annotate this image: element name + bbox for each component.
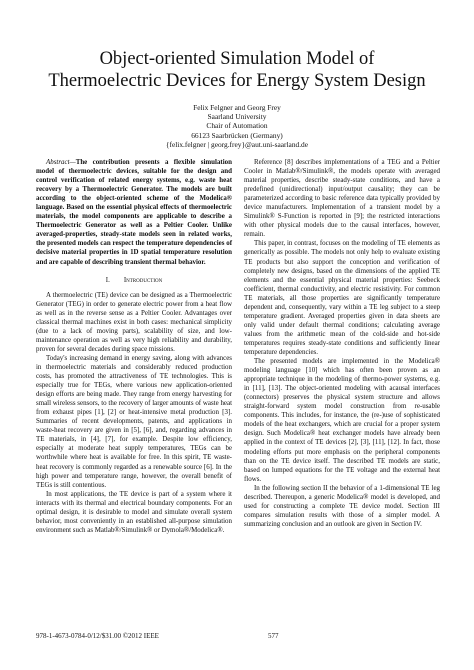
section-title: Introduction (123, 276, 163, 284)
abstract-body: The contribution presents a flexible simulation model of thermoelectric devices, suitable for the design and control verification of related energy systems, e.g. waste heat recovery by a Thermoelectric Generator. The models are built according to the object-oriented scheme of the Modelica® language. Based on the essential physical effects of thermoelectric materials, the model components are applicable to describe a Thermoelectric Generator as well as a Peltier Cooler. Unlike averaged-properties, steady-state models seen in related works, the presented models can respect the temperature dependencies of decisive material properties in 1D spatial temperature resolution and are capable of describing transient thermal behavior. (36, 158, 232, 266)
affiliation-line: 66123 Saarbrücken (Germany) (191, 130, 283, 140)
section-number: I. (105, 276, 110, 284)
section-heading (36, 276, 232, 285)
body-paragraph: Today's increasing demand in energy saving, along with advances in thermoelectric materials and considerably reduced production costs, has promoted the attractiveness of TE technologies. This is especially true for TEGs, where various new application-oriented design efforts are being made. They range from energy harvesting for small wireless sensors, to the recovery of larger amounts of waste heat from exhaust pipes [1], [2] or heat-intensive metal production [3]. Summaries of recent developments, patents, and applications in waste-heat recovery are given in [5], [6], and, regarding advances in TE materials, in [4], [7], for example. Despite low efficiency, especially at moderate heat supply temperatures, TEGs can be worthwhile where heat is available for free. In this spirit, TE waste-heat recovery is commonly regarded as a renewable source [6]. In the high power and temperature range, however, the overall benefit of TEGs is still contentious. (36, 353, 232, 489)
abstract-lead: Abstract— (46, 158, 76, 166)
author-block (0, 103, 474, 149)
body-paragraph: In the following section II the behavior of a 1-dimensional TE leg described. Thereupon, a generic Modelica® model is developed, and used for constructing a complete TE device model. Section III compares simulation results with those of a simpler model. A summarizing conclusion and an outlook are given in Section IV. (244, 483, 440, 528)
body-paragraph: The presented models are implemented in the Modelica® modeling language [10] which has often been proven as an appropriate technique in the modeling of thermo-power systems, e.g. in [11], [13]. The object-oriented modeling with acausal interfaces (connectors) preserves the physical system structure and allows straight-forward system model construction from re-usable components. This includes, for instance, the (re-)use of sophisticated models of the heat exchangers, which are crucial for a proper system design. Such Modelica® heat exchanger models have already been applied in the context of TE devices [2], [3], [11], [12]. In fact, those modeling efforts put more emphasis on the peripheral components than on the TE device itself. The described TE models are static, based on lumped equations for the TE voltage and the external heat flows. (244, 357, 440, 483)
affiliation-line: Chair of Automation (206, 121, 268, 131)
left-column (36, 158, 232, 535)
abstract (36, 158, 232, 267)
author-emails: {felix.felgner | georg.frey}@aut.uni-saarland.de (165, 139, 309, 149)
author-names: Felix Felgner and Georg Frey (193, 103, 281, 112)
paper-title-line-1: Object-oriented Simulation Model of (99, 49, 375, 69)
page-number: 577 (268, 632, 279, 640)
body-paragraph: A thermoelectric (TE) device can be designed as a Thermoelectric Generator (TEG) in order to generate electric power from a heat flow as well as in the reverse sense as a Peltier Cooler. Advantages over classical thermal machines exist in both cases: mechanical simplicity (due to a lack of moving parts), scalability of size, and low-maintenance operation as well as very high reliability and durability, proven for several decades during space missions. (36, 290, 232, 353)
body-paragraph: This paper, in contrast, focuses on the modeling of TE elements as generically as possible. The models not only help to evaluate existing TE products but also support the conception and verification of completely new designs, based on the dimensions of the applied TE elements and the essential physical material properties: Seebeck coefficient, thermal conductivity, and electric resistivity. For common TE materials, all those properties are significantly temperature dependent and, consequently, vary within a TE leg subject to a steep temperature gradient. Averaged properties given in data sheets are only valid under default thermal conditions; calculating average values from the arithmetic mean of the cold-side and hot-side temperatures requires steady-state conditions and sufficiently linear temperature dependencies. (244, 239, 440, 356)
body-paragraph: Reference [8] describes implementations of a TEG and a Peltier Cooler in Matlab®/Simulink®, the models operate with averaged material properties, describe steady-state conditions, and have a predefined (unidirectional) input/output causality; they can be parameterized according to basic reference data typically provided by device manufacturers. Implementation of a transient model by a Simulink® S-Function is reported in [9]; the restricted interactions with other physical models due to the causal interfaces, however, remain. (244, 158, 440, 239)
copyright-footer: 978-1-4673-0784-0/12/$31.00 ©2012 IEEE (36, 632, 159, 640)
affiliation-line: Saarland University (207, 112, 267, 122)
paper-title-line-2: Thermoelectric Devices for Energy System Design (48, 71, 426, 91)
body-paragraph: In most applications, the TE device is part of a system where it interacts with its thermal and electrical boundary components. For an optimal design, it is desirable to model and simulate overall system behavior, most conveniently in an established all-purpose simulation environment such as Matlab®/Simulink® or Dymola®/Modelica®. (36, 489, 232, 534)
right-column (244, 158, 440, 529)
